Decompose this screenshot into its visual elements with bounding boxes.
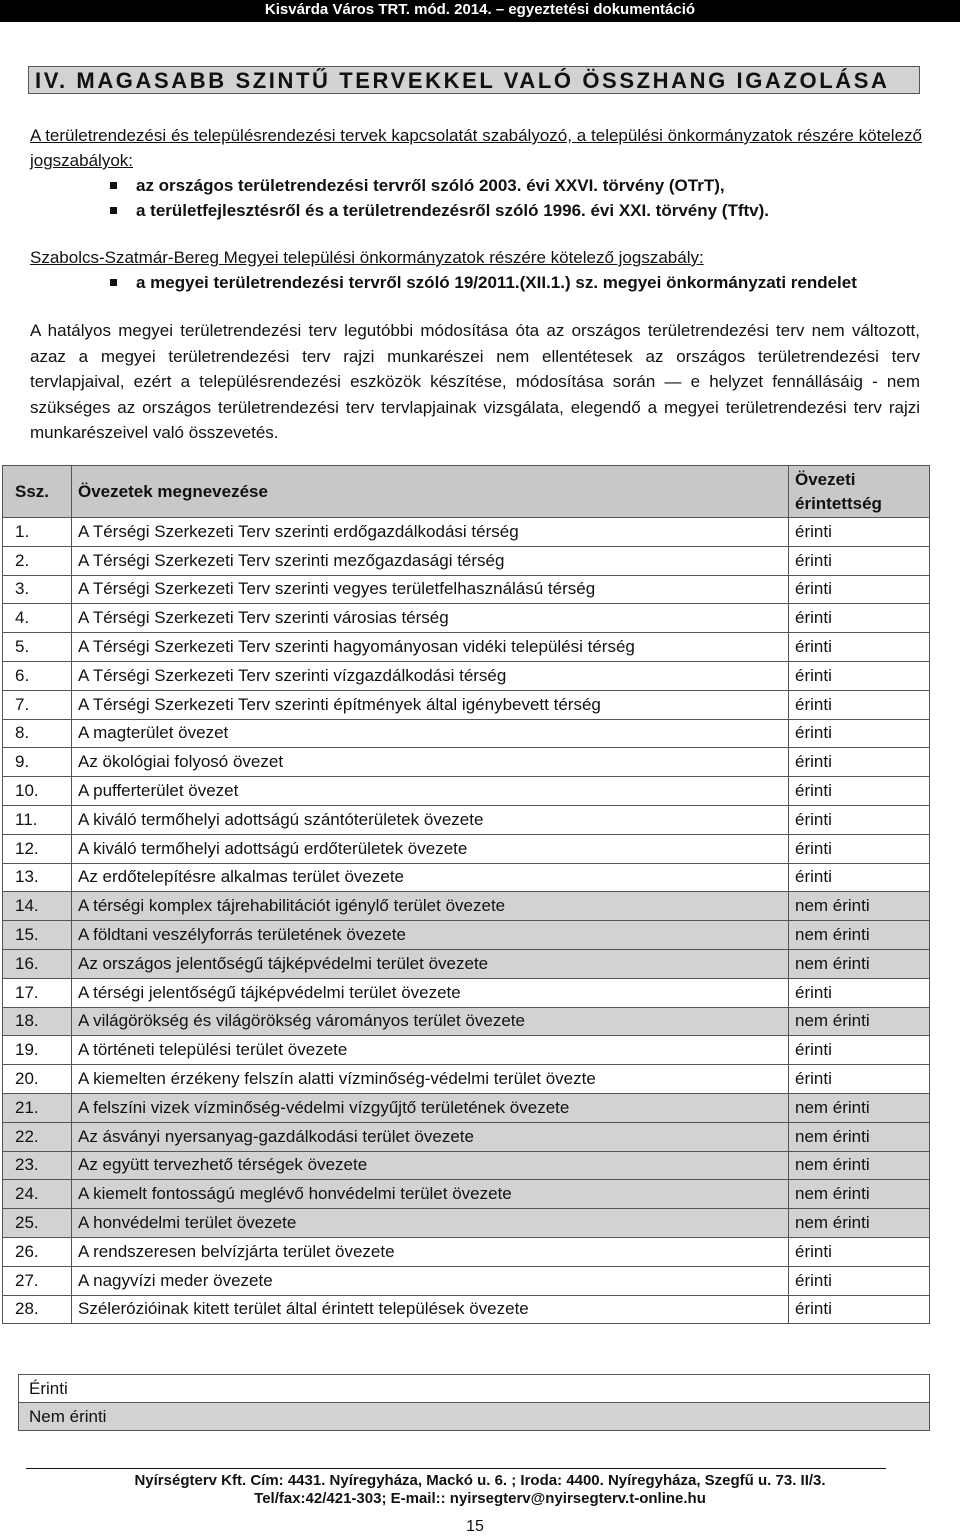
- row-name: Az ökológiai folyosó övezet: [72, 748, 789, 777]
- footer: [0, 1472, 960, 1508]
- row-name: A Térségi Szerkezeti Terv szerinti hagyományosan vidéki települési térség: [72, 633, 789, 662]
- table-row: [3, 661, 930, 690]
- row-number: 27.: [3, 1266, 72, 1295]
- table-row: [3, 777, 930, 806]
- section-title: IV. MAGASABB SZINTŰ TERVEKKEL VALÓ ÖSSZHANG IGAZOLÁSA: [28, 66, 920, 94]
- row-number: 24.: [3, 1180, 72, 1209]
- row-effect: érinti: [789, 719, 930, 748]
- row-effect: érinti: [789, 863, 930, 892]
- header-name: Övezetek megnevezése: [72, 466, 789, 518]
- row-name: A rendszeresen belvízjárta terület övezete: [72, 1237, 789, 1266]
- document-header: Kisvárda Város TRT. mód. 2014. – egyeztetési dokumentáció: [0, 0, 960, 22]
- table-row: [3, 1065, 930, 1094]
- table-row: [3, 1237, 930, 1266]
- row-effect: érinti: [789, 777, 930, 806]
- table-row: [3, 518, 930, 547]
- table-row: [3, 1007, 930, 1036]
- row-name: Az országos jelentőségű tájképvédelmi terület övezete: [72, 949, 789, 978]
- row-effect: érinti: [789, 661, 930, 690]
- legend-not-affects: Nem érinti: [19, 1403, 930, 1431]
- row-number: 5.: [3, 633, 72, 662]
- table-row: [3, 633, 930, 662]
- table-row: [3, 863, 930, 892]
- row-name: Szélerózióinak kitett terület által érintett települések övezete: [72, 1295, 789, 1324]
- row-effect: érinti: [789, 518, 930, 547]
- zones-table: [2, 465, 930, 1324]
- row-number: 20.: [3, 1065, 72, 1094]
- national-laws-list: [110, 173, 769, 223]
- table-row: [3, 949, 930, 978]
- row-name: A Térségi Szerkezeti Terv szerinti erdőgazdálkodási térség: [72, 518, 789, 547]
- row-number: 26.: [3, 1237, 72, 1266]
- row-number: 19.: [3, 1036, 72, 1065]
- table-row: [3, 1151, 930, 1180]
- row-name: Az ásványi nyersanyag-gazdálkodási terület övezete: [72, 1122, 789, 1151]
- row-number: 13.: [3, 863, 72, 892]
- row-name: A felszíni vizek vízminőség-védelmi vízgyűjtő területének övezete: [72, 1093, 789, 1122]
- row-number: 23.: [3, 1151, 72, 1180]
- county-text: Szabolcs-Szatmár-Bereg Megyei települési önkormányzatok részére kötelező jogszabály:: [30, 248, 704, 267]
- row-effect: nem érinti: [789, 1151, 930, 1180]
- table-row: [3, 834, 930, 863]
- footer-divider: [26, 1468, 886, 1469]
- row-effect: nem érinti: [789, 1122, 930, 1151]
- row-name: A Térségi Szerkezeti Terv szerinti építmények által igénybevett térség: [72, 690, 789, 719]
- row-number: 4.: [3, 604, 72, 633]
- intro-paragraph: [30, 123, 922, 173]
- row-number: 1.: [3, 518, 72, 547]
- row-effect: érinti: [789, 604, 930, 633]
- row-number: 7.: [3, 690, 72, 719]
- row-number: 16.: [3, 949, 72, 978]
- row-name: A kiemelt fontosságú meglévő honvédelmi terület övezete: [72, 1180, 789, 1209]
- row-effect: érinti: [789, 1266, 930, 1295]
- row-number: 18.: [3, 1007, 72, 1036]
- footer-address: Nyírségterv Kft. Cím: 4431. Nyíregyháza, Mackó u. 6. ; Iroda: 4400. Nyíregyháza, Szegfű u. 73. II/3.: [134, 1472, 826, 1489]
- header-effect: Övezeti érintettség: [789, 466, 930, 518]
- row-effect: nem érinti: [789, 1180, 930, 1209]
- header-number: Ssz.: [3, 466, 72, 518]
- row-number: 14.: [3, 892, 72, 921]
- row-number: 10.: [3, 777, 72, 806]
- row-name: A földtani veszélyforrás területének övezete: [72, 921, 789, 950]
- table-row: [3, 690, 930, 719]
- table-row: [3, 1122, 930, 1151]
- row-name: A nagyvízi meder övezete: [72, 1266, 789, 1295]
- row-number: 17.: [3, 978, 72, 1007]
- table-row: [3, 546, 930, 575]
- intro-text: A területrendezési és településrendezési tervek kapcsolatát szabályozó, a települési önkormányzatok részére kötelező jogszabályok:: [30, 126, 922, 170]
- table-row: [3, 604, 930, 633]
- table-row: [3, 1180, 930, 1209]
- county-laws-list: [110, 270, 857, 295]
- row-number: 8.: [3, 719, 72, 748]
- legend-table: [18, 1374, 930, 1431]
- row-number: 21.: [3, 1093, 72, 1122]
- table-row: [3, 1036, 930, 1065]
- row-effect: érinti: [789, 805, 930, 834]
- row-effect: érinti: [789, 748, 930, 777]
- row-name: A Térségi Szerkezeti Terv szerinti városias térség: [72, 604, 789, 633]
- row-name: A térségi jelentőségű tájképvédelmi terület övezete: [72, 978, 789, 1007]
- list-item: a területfejlesztésről és a területrendezésről szóló 1996. évi XXI. törvény (Tftv).: [110, 198, 769, 223]
- table-row: [3, 978, 930, 1007]
- table-row: [3, 1266, 930, 1295]
- table-row: [3, 1093, 930, 1122]
- row-effect: érinti: [789, 978, 930, 1007]
- table-row: [3, 719, 930, 748]
- row-name: A Térségi Szerkezeti Terv szerinti vegyes területfelhasználású térség: [72, 575, 789, 604]
- row-name: A pufferterület övezet: [72, 777, 789, 806]
- row-effect: nem érinti: [789, 1093, 930, 1122]
- row-name: A kiváló termőhelyi adottságú szántóterületek övezete: [72, 805, 789, 834]
- row-effect: érinti: [789, 1237, 930, 1266]
- footer-contact: Tel/fax:42/421-303; E-mail:: nyirsegterv@nyirsegterv.t-online.hu: [254, 1490, 706, 1507]
- row-effect: nem érinti: [789, 1209, 930, 1238]
- row-number: 3.: [3, 575, 72, 604]
- row-number: 2.: [3, 546, 72, 575]
- page-number: 15: [466, 1518, 484, 1535]
- row-number: 28.: [3, 1295, 72, 1324]
- body-paragraph: A hatályos megyei területrendezési terv legutóbbi módosítása óta az országos területrendezési terv nem változott, azaz a megyei területrendezési terv rajzi munkarészei nem ellentétesek az országos területrendezési terv tervlapjaival, ezért a településrendezési eszközök készítése, módosítása során — e helyzet fennállásáig - nem szükséges az országos területrendezési terv tervlapjainak vizsgálata, elegendő a megyei területrendezési terv rajzi munkarészeivel való összevetés.: [30, 321, 920, 442]
- row-effect: nem érinti: [789, 892, 930, 921]
- row-name: A honvédelmi terület övezete: [72, 1209, 789, 1238]
- row-number: 9.: [3, 748, 72, 777]
- list-item: a megyei területrendezési tervről szóló 19/2011.(XII.1.) sz. megyei önkormányzati rendelet: [110, 270, 857, 295]
- table-row: [3, 805, 930, 834]
- table-row: [3, 748, 930, 777]
- row-effect: érinti: [789, 690, 930, 719]
- row-name: A Térségi Szerkezeti Terv szerinti mezőgazdasági térség: [72, 546, 789, 575]
- row-number: 12.: [3, 834, 72, 863]
- row-effect: nem érinti: [789, 1007, 930, 1036]
- row-effect: érinti: [789, 1065, 930, 1094]
- table-row: [3, 575, 930, 604]
- row-number: 25.: [3, 1209, 72, 1238]
- table-row: [3, 892, 930, 921]
- row-name: A kiváló termőhelyi adottságú erdőterületek övezete: [72, 834, 789, 863]
- legend-row-not-affects: [19, 1403, 930, 1431]
- row-name: A történeti települési terület övezete: [72, 1036, 789, 1065]
- row-effect: érinti: [789, 834, 930, 863]
- table-header-row: [3, 466, 930, 518]
- list-item: az országos területrendezési tervről szóló 2003. évi XXVI. törvény (OTrT),: [110, 173, 769, 198]
- row-effect: nem érinti: [789, 921, 930, 950]
- row-name: A világörökség és világörökség várományos terület övezete: [72, 1007, 789, 1036]
- row-effect: érinti: [789, 546, 930, 575]
- row-number: 15.: [3, 921, 72, 950]
- row-number: 11.: [3, 805, 72, 834]
- row-name: A térségi komplex tájrehabilitációt igénylő terület övezete: [72, 892, 789, 921]
- row-effect: érinti: [789, 1036, 930, 1065]
- row-effect: érinti: [789, 1295, 930, 1324]
- row-number: 22.: [3, 1122, 72, 1151]
- row-name: A Térségi Szerkezeti Terv szerinti vízgazdálkodási térség: [72, 661, 789, 690]
- row-number: 6.: [3, 661, 72, 690]
- county-paragraph: [30, 245, 704, 270]
- row-name: A magterület övezet: [72, 719, 789, 748]
- legend-affects: Érinti: [19, 1375, 930, 1403]
- table-row: [3, 921, 930, 950]
- row-name: Az együtt tervezhető térségek övezete: [72, 1151, 789, 1180]
- row-effect: nem érinti: [789, 949, 930, 978]
- legend-row-affects: [19, 1375, 930, 1403]
- row-name: A kiemelten érzékeny felszín alatti vízminőség-védelmi terület övezte: [72, 1065, 789, 1094]
- row-effect: érinti: [789, 633, 930, 662]
- table-row: [3, 1295, 930, 1324]
- zones-table-body: [3, 518, 930, 1324]
- row-name: Az erdőtelepítésre alkalmas terület övezete: [72, 863, 789, 892]
- table-row: [3, 1209, 930, 1238]
- row-effect: érinti: [789, 575, 930, 604]
